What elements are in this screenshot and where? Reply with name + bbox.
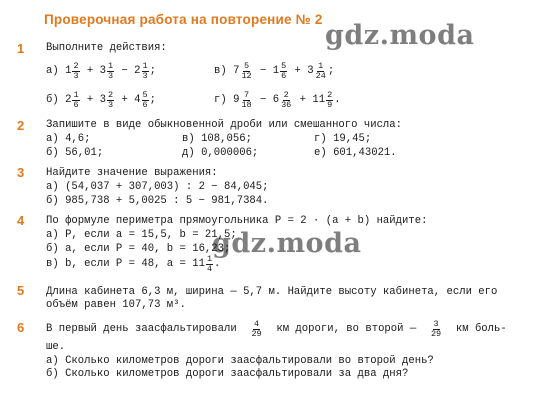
task-2-item: а) 4,6; [46,133,91,145]
task-number-6: 6 [17,320,25,335]
label-b: б) [46,94,59,106]
task-4b: б) a, если P = 40, b = 16,23; [46,243,231,255]
task-2-item: е) 601,43021. [314,147,397,159]
task-4-text: По формуле периметра прямоугольника P = 2 · (a + b) найдите: [46,215,428,227]
task-4a: а) P, если a = 15,5, b = 21,5; [46,229,237,241]
watermark-top: gdz.moda [325,20,475,51]
task-2-text: Запишите в виде обыкновенной дроби или смешанного числа: [46,119,403,131]
task-3b: б) 985,738 + 5,0025 : 5 − 981,7384. [46,195,269,207]
task-2-item: д) 0,000006; [182,147,259,159]
task-1b-expression: б) 2 $\frac{1}{6}$ + 3 $\frac{2}{3}$ + 4 $\frac{5}{6}$ ; [46,89,156,110]
task-number-2: 2 [17,118,25,133]
label-g: г) [214,94,227,106]
task-1-text: Выполните действия: [46,42,167,54]
label-v: в) [214,65,227,77]
task-number-4: 4 [17,213,25,228]
task-4v: в) b, если P = 48, a = 11 $\frac{1}{4}$ . [46,253,221,274]
task-3-text: Найдите значение выражения: [46,167,218,179]
task-6a: а) Сколько километров дороги заасфальтировали во второй день? [46,355,434,367]
task-number-1: 1 [17,41,25,56]
task-2-item: в) 108,056; [182,133,252,145]
task-1g-expression: г) 9 $\frac{7}{18}$ − 6 $\frac{2}{36}$ + 11 $\frac{2}{9}$ . [214,89,341,110]
task-3a: а) (54,037 + 307,003) : 2 − 84,045; [46,181,269,193]
task-2-item: б) 56,01; [46,147,104,159]
task-2-item: г) 19,45; [314,133,372,145]
task-6-text: В первый день заасфальтировали $\frac{4}{29}$ км дороги, во второй — $\frac{3}{29}$ км боль- [46,318,507,339]
page-title: Проверочная работа на повторение № 2 [44,12,323,27]
task-1v-expression: в) 7 $\frac{5}{12}$ − 1 $\frac{5}{6}$ + 3 $\frac{1}{24}$ ; [214,60,335,81]
task-6b: б) Сколько километров дороги заасфальтировали за два дня? [46,368,409,380]
label-a: а) [46,65,59,77]
task-number-3: 3 [17,165,25,180]
task-5-text-line2: объём равен 107,73 м³. [46,299,186,311]
task-1a-expression: а) 1 $\frac{2}{3}$ + 3 $\frac{1}{3}$ − 2 $\frac{1}{3}$ ; [46,60,156,81]
watermark-middle: gdz.moda [212,228,362,259]
task-number-5: 5 [17,283,25,298]
task-6-text-line2: ше. [46,341,66,353]
task-5-text: Длина кабинета 6,3 м, ширина — 5,7 м. Найдите высоту кабинета, если его [46,286,498,298]
